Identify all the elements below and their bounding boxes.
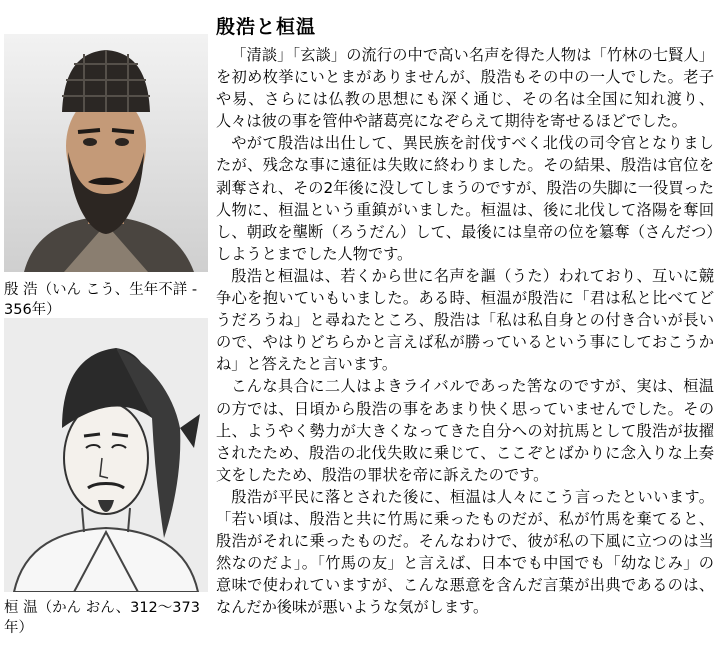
huan-wen-portrait-image (4, 318, 208, 592)
yin-hao-portrait (4, 34, 208, 272)
yin-hao-caption: 殷 浩（いん こう、生年不詳 - 356年） (4, 282, 198, 318)
article (216, 14, 714, 618)
article-title: 殷浩と桓温 (216, 16, 317, 38)
article-paragraph-4: こんな具合に二人はよきライバルであった筈なのですが、実は、桓温の方では、日頃から殷浩の事をあまり快く思っていませんでした。その上、ようやく勢力が大きくなってきた自分への対抗馬として殷浩が抜擢されたため、殷浩の北伐失敗に乗じて、ここぞとばかりに念入りな上奏文をしたため、殷浩の罪状を帝に訴えたのです。 (216, 377, 714, 484)
huan-wen-caption: 桓 温（かん おん、312～373年） (4, 600, 200, 636)
figures-column (0, 0, 208, 662)
article-paragraph-2: やがて殷浩は出仕して、異民族を討伐すべく北伐の司令官となりましたが、残念な事に遠征は失敗に終わりました。その結果、殷浩は官位を剥奪され、その2年後に没してしまうのですが、殷浩の失脚に一役買った人物に、桓温という重鎮がいました。桓温は、後に北伐して洛陽を奪回し、朝政を壟断（ろうだん）して、最後には皇帝の位を簒奪（さんだつ）しようとまでした人物です。 (216, 134, 714, 263)
huan-wen-portrait (4, 318, 208, 592)
article-paragraph-1: 「清談」「玄談」の流行の中で高い名声を得た人物は「竹林の七賢人」を初め枚挙にいとまがありませんが、殷浩もその中の一人でした。老子や易、さらには仏教の思想にも深く通じ、その名は全国に知れ渡り、人々は彼の事を管仲や諸葛亮になぞらえて期待を寄せるほどでした。 (216, 46, 714, 131)
article-paragraph-3: 殷浩と桓温は、若くから世に名声を謳（うた）われており、互いに競争心を抱いていもいました。ある時、桓温が殷浩に「君は私と比べてどうだろうね」と尋ねたところ、殷浩は「私は私自身との付き合いが長いので、やはりどちらかと言えば私が勝っているという事にしておこうかね」と答えたと言います。 (216, 266, 714, 374)
yin-hao-portrait-image (4, 34, 208, 272)
article-paragraph-5: 殷浩が平民に落とされた後に、桓温は人々にこう言ったといいます。「若い頃は、殷浩と共に竹馬に乗ったものだが、私が竹馬を棄てると、殷浩がそれに乗ったものだ。そんなわけで、彼が私の下風に立つのは当然なのだよ」。「竹馬の友」と言えば、日本でも中国でも「幼なじみ」の意味で使われていますが、こんな悪意を含んだ言葉が出典であるのは、なんだか後味が悪いような気がします。 (216, 487, 714, 617)
